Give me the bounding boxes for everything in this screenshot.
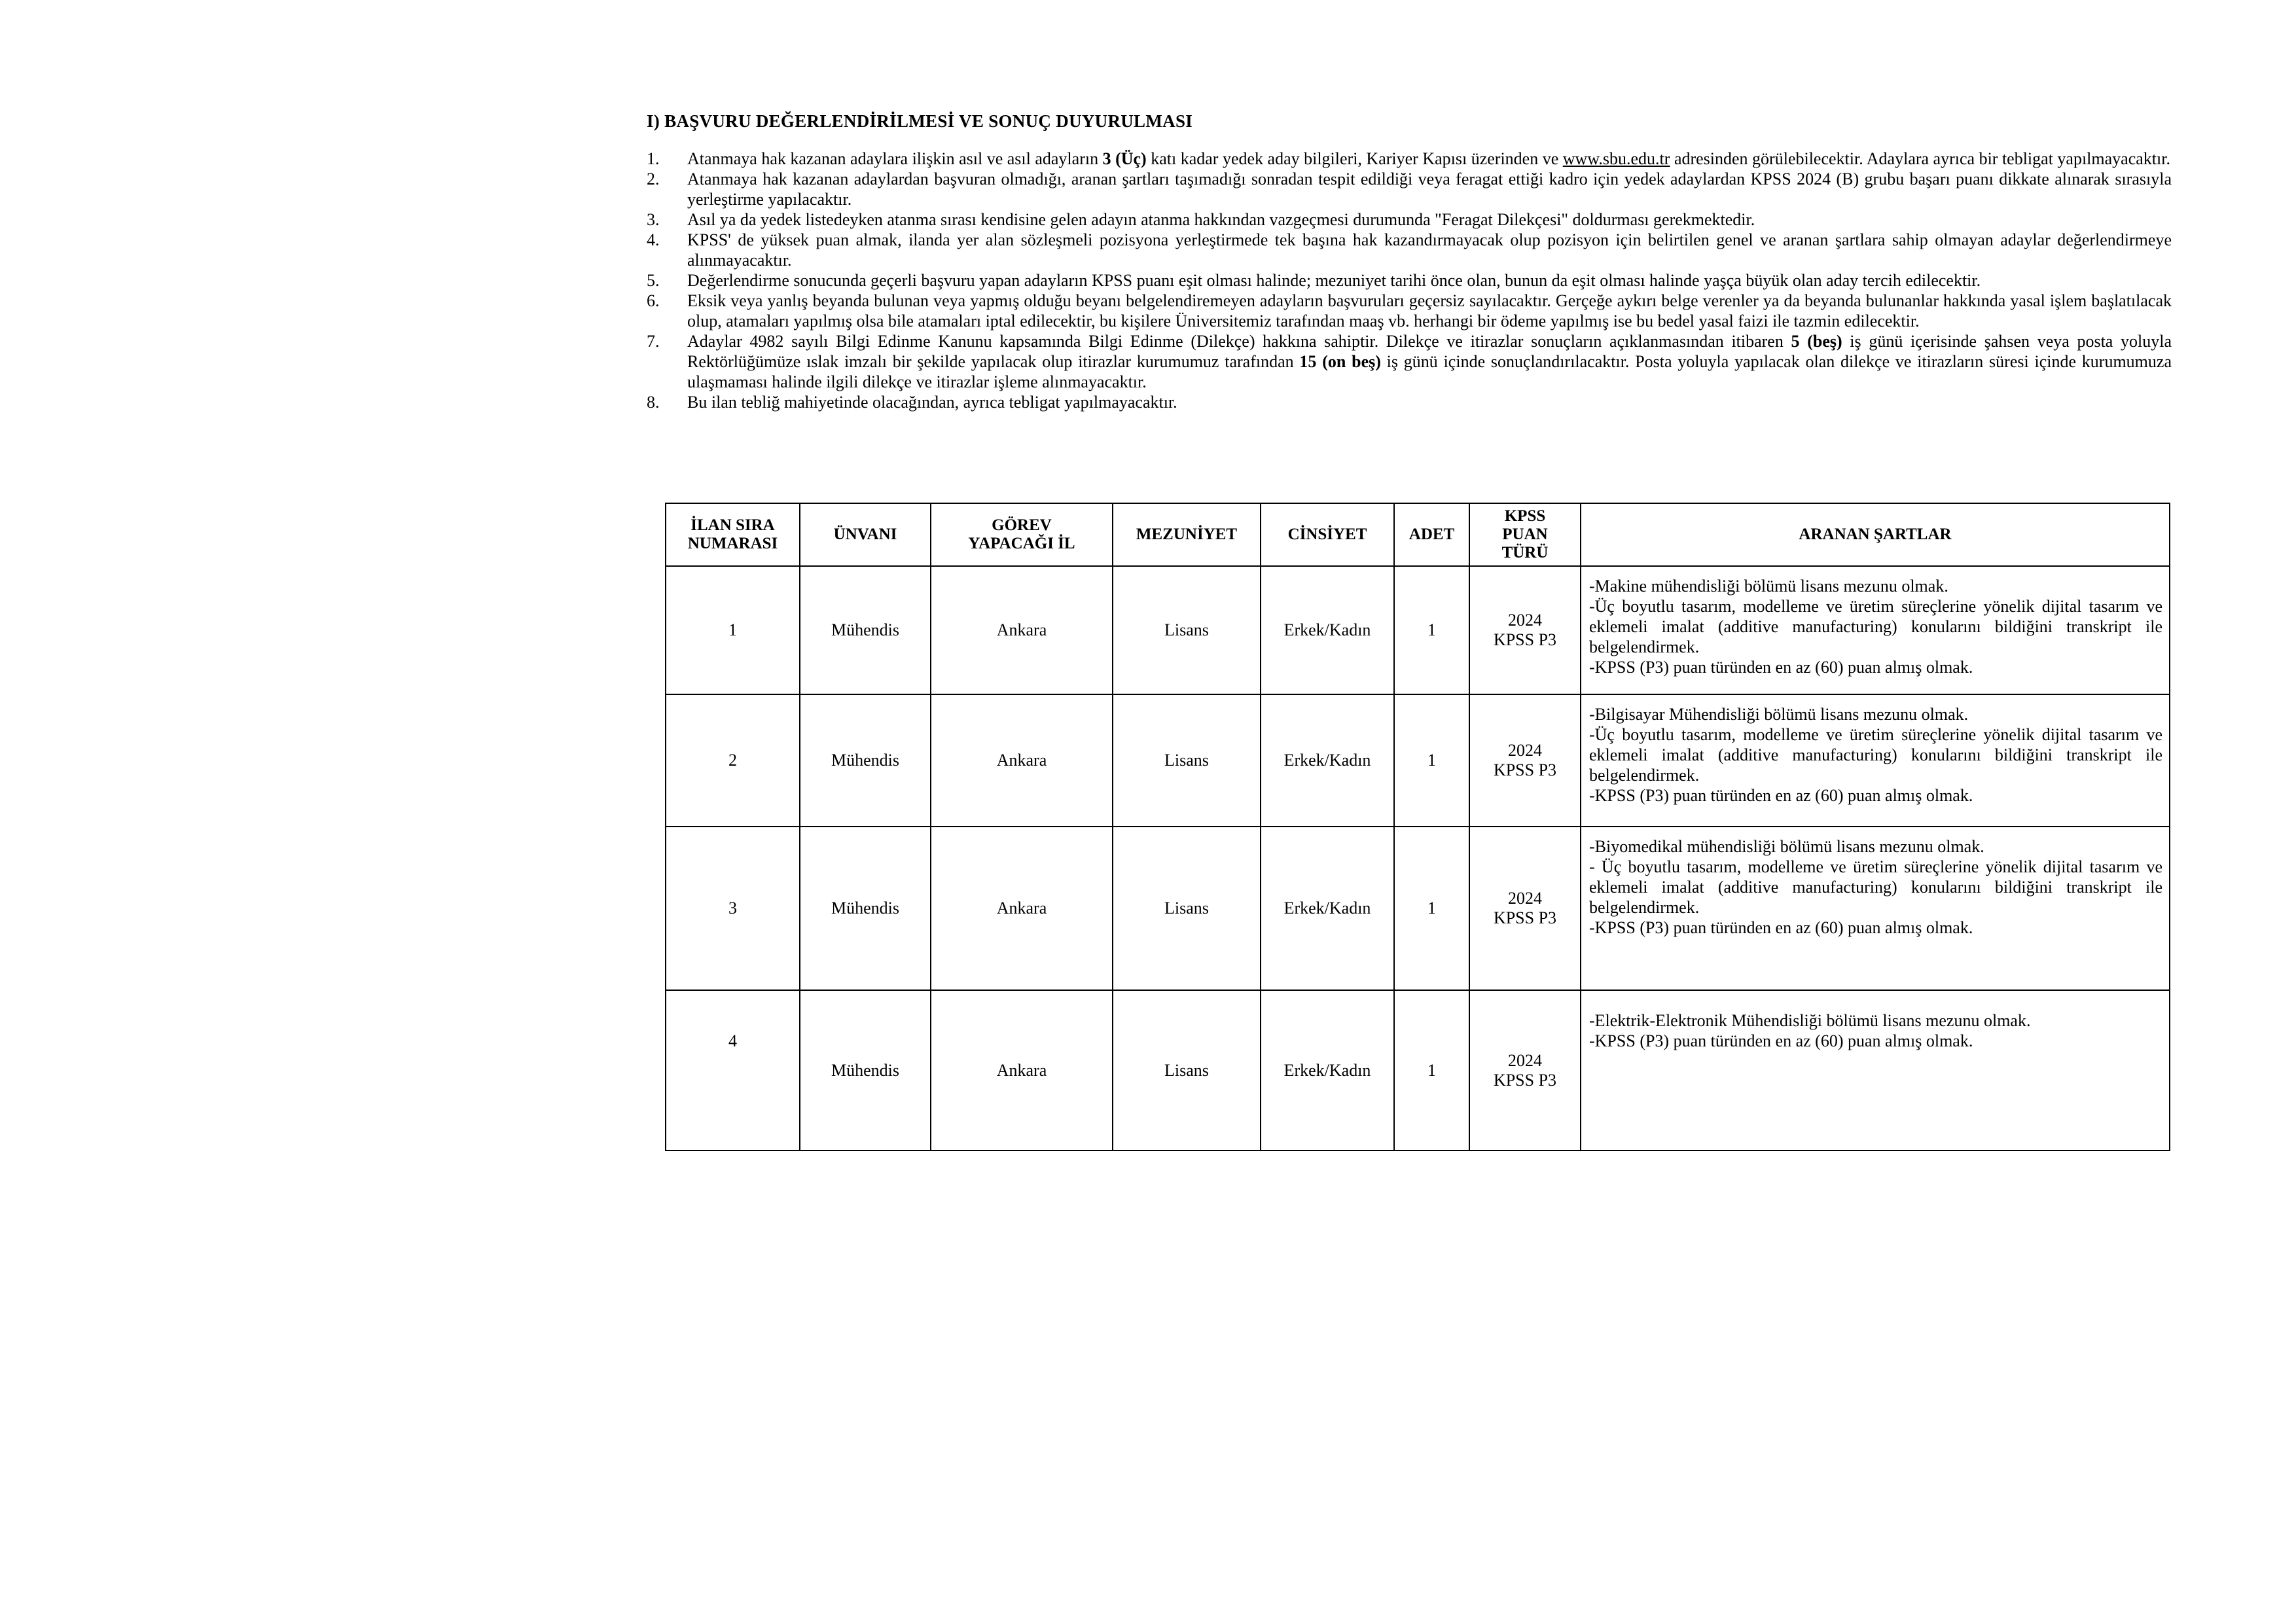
cell-kpss: 2024 KPSS P3 (1469, 990, 1581, 1150)
cell-kpss: 2024 KPSS P3 (1469, 694, 1581, 827)
item-number: 7. (647, 332, 660, 351)
cell-ilan-no: 4 (666, 990, 800, 1150)
header-kpss: KPSS PUAN TÜRÜ (1469, 503, 1581, 566)
cell-adet: 1 (1394, 827, 1469, 990)
cell-ilan-no: 1 (666, 566, 800, 694)
item-number: 2. (647, 169, 660, 188)
cell-il: Ankara (931, 827, 1113, 990)
header-gorev-il: GÖREV YAPACAĞI İL (931, 503, 1113, 566)
list-item: 5. Değerlendirme sonucunda geçerli başvuru yapan adayların KPSS puanı eşit olması halinde; mezuniyet tarihi önce olan, bunun da eşit olması halinde yaşça büyük olan aday tercih edilecektir. (647, 271, 1981, 290)
header-unvan: ÜNVANI (800, 503, 931, 566)
header-ilan-sira: İLAN SIRA NUMARASI (666, 503, 800, 566)
item-number: 6. (647, 291, 660, 310)
cell-mezuniyet: Lisans (1113, 990, 1261, 1150)
section-title: I) BAŞVURU DEĞERLENDİRİLMESİ VE SONUÇ DUYURULMASI (647, 111, 1193, 131)
item-number: 3. (647, 210, 660, 229)
positions-table (665, 503, 2170, 1151)
table-header-row (666, 503, 2170, 566)
list-item: 8. Bu ilan tebliğ mahiyetinde olacağından, ayrıca tebligat yapılmayacaktır. (647, 393, 1177, 412)
cell-requirements: -Biyomedikal mühendisliği bölümü lisans mezunu olmak. - Üç boyutlu tasarım, modelleme ve üretim süreçlerine yönelik dijital tasarım ve eklemeli imalat (additive manufacturing) konularını bildiğini transkript ile belgelendirmek. -KPSS (P3) puan türünden en az (60) puan almış olmak. (1581, 827, 2170, 990)
table-row (666, 990, 2170, 1150)
list-item: 2. Atanmaya hak kazanan adaylardan başvuran olmadığı, aranan şartları taşımadığı sonradan tespit edildiği veya feragat ettiği kadro için yedek adaylardan KPSS 2024 (B) grubu başarı puanı dikkate alınarak sırasıyla yerleştirme yapılacaktır. (647, 169, 2172, 209)
header-mezuniyet: MEZUNİYET (1113, 503, 1261, 566)
cell-cinsiyet: Erkek/Kadın (1261, 694, 1394, 827)
cell-cinsiyet: Erkek/Kadın (1261, 990, 1394, 1150)
cell-il: Ankara (931, 990, 1113, 1150)
cell-requirements: -Bilgisayar Mühendisliği bölümü lisans mezunu olmak. -Üç boyutlu tasarım, modelleme ve üretim süreçlerine yönelik dijital tasarım ve eklemeli imalat (additive manufacturing) konularını bildiğini transkript ile belgelendirmek. -KPSS (P3) puan türünden en az (60) puan almış olmak. (1581, 694, 2170, 827)
positions-table-wrapper (665, 503, 2170, 1151)
list-item: 6. Eksik veya yanlış beyanda bulunan veya yapmış olduğu beyanı belgelendiremeyen adayların başvuruları geçersiz sayılacaktır. Gerçeğe aykırı belge verenler ya da beyanda bulunanlar hakkında yasal işlem başlatılacak olup, atamaları yapılmış olsa bile atamaları iptal edilecektir, bu kişilere Üniversitemiz tarafından maaş vb. herhangi bir ödeme yapılmış ise bu bedel yasal faizi ile tazmin edilecektir. (647, 291, 2172, 330)
list-item: 4. KPSS' de yüksek puan almak, ilanda yer alan sözleşmeli pozisyona yerleştirmede tek başına hak kazandırmayacak olup pozisyon için belirtilen genel ve aranan şartlara sahip olmayan adaylar değerlendirmeye alınmayacaktır. (647, 230, 2172, 270)
item-number: 5. (647, 271, 660, 290)
list-item: 1. Atanmaya hak kazanan adaylara ilişkin asıl ve asıl adayların 3 (Üç) katı kadar yedek aday bilgileri, Kariyer Kapısı üzerinden ve www.sbu.edu.tr adresinden görülebilecektir. Adaylara ayrıca bir tebligat yapılmayacaktır. (647, 149, 2170, 168)
item-number: 8. (647, 393, 660, 412)
cell-il: Ankara (931, 694, 1113, 827)
cell-unvan: Mühendis (800, 990, 931, 1150)
cell-cinsiyet: Erkek/Kadın (1261, 566, 1394, 694)
cell-requirements: -Makine mühendisliği bölümü lisans mezunu olmak. -Üç boyutlu tasarım, modelleme ve üretim süreçlerine yönelik dijital tasarım ve eklemeli imalat (additive manufacturing) konularını bildiğini transkript ile belgelendirmek. -KPSS (P3) puan türünden en az (60) puan almış olmak. (1581, 566, 2170, 694)
cell-adet: 1 (1394, 990, 1469, 1150)
table-row (666, 566, 2170, 694)
cell-adet: 1 (1394, 566, 1469, 694)
website-link[interactable]: www.sbu.edu.tr (1562, 149, 1670, 168)
cell-requirements: -Elektrik-Elektronik Mühendisliği bölümü lisans mezunu olmak. -KPSS (P3) puan türünden en az (60) puan almış olmak. (1581, 990, 2170, 1150)
cell-ilan-no: 3 (666, 827, 800, 990)
cell-kpss: 2024 KPSS P3 (1469, 566, 1581, 694)
evaluation-section (647, 111, 2172, 412)
cell-unvan: Mühendis (800, 566, 931, 694)
item-number: 1. (647, 149, 660, 168)
table-row (666, 694, 2170, 827)
cell-mezuniyet: Lisans (1113, 827, 1261, 990)
cell-unvan: Mühendis (800, 827, 931, 990)
cell-cinsiyet: Erkek/Kadın (1261, 827, 1394, 990)
cell-mezuniyet: Lisans (1113, 694, 1261, 827)
header-cinsiyet: CİNSİYET (1261, 503, 1394, 566)
cell-adet: 1 (1394, 694, 1469, 827)
list-item: 7. Adaylar 4982 sayılı Bilgi Edinme Kanunu kapsamında Bilgi Edinme (Dilekçe) hakkına sahiptir. Dilekçe ve itirazlar sonuçların açıklanmasından itibaren 5 (beş) iş günü içerisinde şahsen veya posta yoluyla Rektörlüğümüze ıslak imzalı bir şekilde yapılacak olup itirazlar kurumumuz tarafından 15 (on beş) iş günü içinde sonuçlandırılacaktır. Posta yoluyla yapılacak olan dilekçe ve itirazların süresi içinde kurumumuza ulaşmaması halinde ilgili dilekçe ve itirazlar işleme alınmayacaktır. (647, 332, 2172, 391)
cell-il: Ankara (931, 566, 1113, 694)
table-row (666, 827, 2170, 990)
rules-list (647, 149, 2172, 412)
cell-mezuniyet: Lisans (1113, 566, 1261, 694)
header-aranan-sartlar: ARANAN ŞARTLAR (1581, 503, 2170, 566)
cell-ilan-no: 2 (666, 694, 800, 827)
item-number: 4. (647, 230, 660, 249)
list-item: 3. Asıl ya da yedek listedeyken atanma sırası kendisine gelen adayın atanma hakkından vazgeçmesi durumunda "Feragat Dilekçesi" doldurması gerekmektedir. (647, 210, 1755, 229)
cell-kpss: 2024 KPSS P3 (1469, 827, 1581, 990)
cell-unvan: Mühendis (800, 694, 931, 827)
header-adet: ADET (1394, 503, 1469, 566)
